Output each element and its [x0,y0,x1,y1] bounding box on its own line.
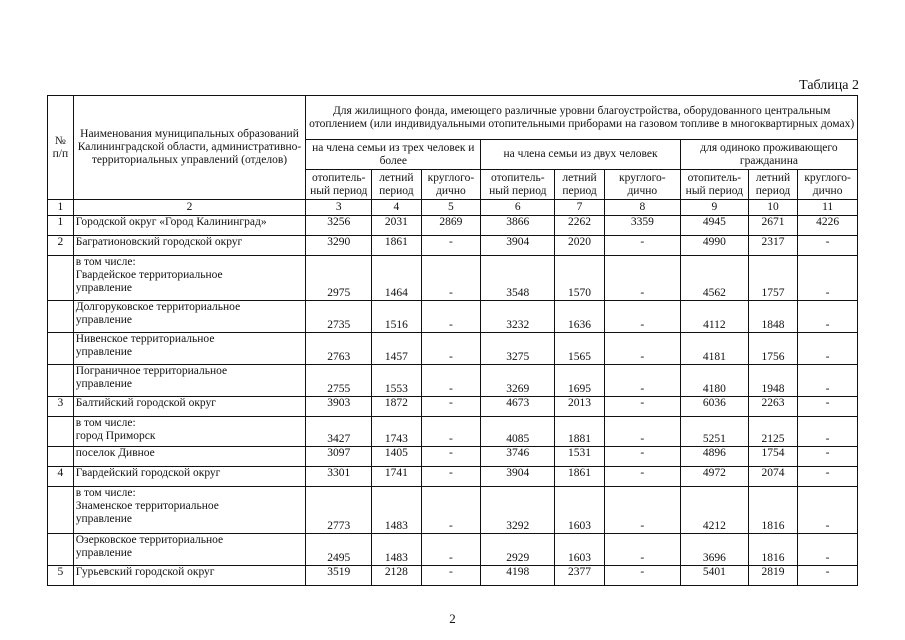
row-name-line: Знаменское территориальное [75,499,219,512]
row-name [73,487,306,534]
row-name [73,216,306,236]
cell-value: 3292 [481,487,555,534]
cell-value: 1848 [748,301,797,333]
header-sub-three: на члена семьи из трех человек и более [306,140,481,170]
cell-value: 1553 [372,365,421,397]
cell-value: 4226 [798,216,858,236]
cell-value: 4085 [481,417,555,447]
page-number: 2 [449,611,456,626]
row-index [48,301,74,333]
table-row [48,447,858,467]
cell-value: 4212 [680,487,748,534]
cell-value: 1743 [372,417,421,447]
row-index: 5 [48,566,74,586]
cell-value: 4181 [680,333,748,365]
cell-value: - [798,397,858,417]
cell-value: 2031 [372,216,421,236]
cell-value: 1861 [372,236,421,256]
table-row [48,333,858,365]
header-heat-period: отопитель-ный период [481,170,555,200]
cell-value: 2735 [306,301,372,333]
row-name [73,534,306,566]
cell-value: 2128 [372,566,421,586]
row-index [48,333,74,365]
cell-value: 3866 [481,216,555,236]
column-number: 2 [73,200,306,216]
cell-value: - [798,256,858,301]
tariff-table [47,95,858,586]
cell-value: 1603 [555,487,604,534]
row-name-line: в том числе: [75,487,136,499]
cell-value: 1636 [555,301,604,333]
cell-value: 1457 [372,333,421,365]
header-name: Наименования муниципальных образований Калининградской области, административно-территориальных управлений (отделов) [73,96,306,200]
header-year-round: круглого-дично [604,170,680,200]
row-name-line: управление [75,281,133,294]
row-name-line: в том числе: [75,417,136,429]
header-heat-period: отопитель-ный период [306,170,372,200]
row-name-line: поселок Дивное [75,447,155,459]
row-name [73,333,306,365]
cell-value: 1695 [555,365,604,397]
cell-value: 1816 [748,534,797,566]
row-name-line: управление [75,512,133,525]
row-index [48,256,74,301]
row-name-line: в том числе: [75,256,136,268]
column-number: 1 [48,200,74,216]
cell-value: 2020 [555,236,604,256]
cell-value: 3290 [306,236,372,256]
cell-value: 4673 [481,397,555,417]
cell-value: 4198 [481,566,555,586]
cell-value: - [421,467,481,487]
row-index [48,487,74,534]
row-name-line: Городской округ «Город Калининград» [75,216,267,228]
cell-value: 1405 [372,447,421,467]
column-number: 6 [481,200,555,216]
header-year-round: круглого-дично [798,170,858,200]
cell-value: 2317 [748,236,797,256]
cell-value: 3269 [481,365,555,397]
cell-value: 3903 [306,397,372,417]
cell-value: 3097 [306,447,372,467]
row-name-line: Багратионовский городской округ [75,236,243,248]
cell-value: 1570 [555,256,604,301]
row-index: 2 [48,236,74,256]
cell-value: 2263 [748,397,797,417]
cell-value: 1603 [555,534,604,566]
cell-value: - [798,534,858,566]
header-year-round: круглого-дично [421,170,481,200]
cell-value: 2013 [555,397,604,417]
table-row [48,487,858,534]
cell-value: - [421,397,481,417]
cell-value: - [604,417,680,447]
row-name [73,397,306,417]
cell-value: 2074 [748,467,797,487]
cell-value: - [798,487,858,534]
table-row [48,256,858,301]
cell-value: 1483 [372,534,421,566]
row-name-line: управление [75,546,133,559]
table-row [48,301,858,333]
row-name-line: Озерковское территориальное [75,534,224,546]
cell-value: 3301 [306,467,372,487]
row-index [48,534,74,566]
row-index [48,365,74,397]
cell-value: - [798,236,858,256]
cell-value: 1741 [372,467,421,487]
cell-value: 1531 [555,447,604,467]
row-name-line: Нивенское территориальное [75,333,215,345]
row-index: 3 [48,397,74,417]
column-number: 9 [680,200,748,216]
cell-value: 1483 [372,487,421,534]
cell-value: 2262 [555,216,604,236]
table-caption: Таблица 2 [799,78,859,93]
header-sub-two: на члена семьи из двух человек [481,140,681,170]
cell-value: - [604,301,680,333]
row-name-line: Долгоруковское территориальное [75,301,241,313]
cell-value: 2819 [748,566,797,586]
header-summer-period: летний период [555,170,604,200]
cell-value: 4112 [680,301,748,333]
table-row [48,417,858,447]
cell-value: 1565 [555,333,604,365]
cell-value: 1757 [748,256,797,301]
cell-value: 1948 [748,365,797,397]
row-index: 4 [48,467,74,487]
cell-value: 4972 [680,467,748,487]
header-heat-period: отопитель-ный период [680,170,748,200]
cell-value: - [421,417,481,447]
column-number: 10 [748,200,797,216]
row-name [73,236,306,256]
cell-value: 1756 [748,333,797,365]
row-name-line: управление [75,345,133,358]
header-group: Для жилищного фонда, имеющего различные уровни благоустройства, оборудованного центральным отоплением (или индивидуальными отопительными приборами на газовом топливе в многоквартирных домах) [306,96,858,140]
cell-value: - [604,236,680,256]
cell-value: 6036 [680,397,748,417]
row-name-line: Гурьевский городской округ [75,566,215,578]
cell-value: 4896 [680,447,748,467]
cell-value: - [421,301,481,333]
cell-value: - [604,256,680,301]
cell-value: 2763 [306,333,372,365]
cell-value: 1861 [555,467,604,487]
cell-value: - [604,534,680,566]
cell-value: 3519 [306,566,372,586]
row-name [73,566,306,586]
table-row [48,566,858,586]
column-number: 4 [372,200,421,216]
column-numbers-row [48,200,858,216]
cell-value: 3746 [481,447,555,467]
cell-value: 2671 [748,216,797,236]
cell-value: - [798,566,858,586]
row-name [73,417,306,447]
cell-value: 1516 [372,301,421,333]
row-name-line: Пограничное территориальное [75,365,228,377]
cell-value: 2495 [306,534,372,566]
cell-value: 3275 [481,333,555,365]
cell-value: - [421,566,481,586]
cell-value: - [798,301,858,333]
cell-value: 2975 [306,256,372,301]
cell-value: - [421,333,481,365]
cell-value: - [421,534,481,566]
cell-value: 3904 [481,467,555,487]
cell-value: 3232 [481,301,555,333]
header-summer-period: летний период [748,170,797,200]
cell-value: 4562 [680,256,748,301]
cell-value: 4945 [680,216,748,236]
cell-value: 1881 [555,417,604,447]
row-index [48,417,74,447]
row-index: 1 [48,216,74,236]
cell-value: 3359 [604,216,680,236]
cell-value: - [604,487,680,534]
cell-value: 4180 [680,365,748,397]
cell-value: 2755 [306,365,372,397]
cell-value: - [798,365,858,397]
table-row [48,236,858,256]
row-name [73,365,306,397]
cell-value: 1816 [748,487,797,534]
row-name-line: Гвардейское территориальное [75,268,223,281]
column-number: 8 [604,200,680,216]
cell-value: - [798,447,858,467]
row-name [73,447,306,467]
cell-value: - [604,333,680,365]
cell-value: 5251 [680,417,748,447]
table-row [48,467,858,487]
cell-value: - [604,365,680,397]
cell-value: - [421,447,481,467]
cell-value: 2773 [306,487,372,534]
table-row [48,216,858,236]
column-number: 3 [306,200,372,216]
cell-value: - [421,256,481,301]
cell-value: - [798,333,858,365]
cell-value: 2929 [481,534,555,566]
table-row [48,534,858,566]
row-name-line: управление [75,377,133,390]
cell-value: 2869 [421,216,481,236]
row-name-line: Гвардейский городской округ [75,467,221,479]
row-name [73,467,306,487]
cell-value: - [798,467,858,487]
header-sub-single: для одиноко проживающего гражданина [680,140,857,170]
cell-value: - [421,487,481,534]
row-name [73,301,306,333]
header-num: № п/п [48,96,74,200]
cell-value: - [421,365,481,397]
cell-value: - [604,566,680,586]
cell-value: 2125 [748,417,797,447]
cell-value: - [604,447,680,467]
cell-value: 3427 [306,417,372,447]
cell-value: - [798,417,858,447]
cell-value: 1464 [372,256,421,301]
column-number: 5 [421,200,481,216]
header-summer-period: летний период [372,170,421,200]
row-name-line: город Приморск [75,429,156,442]
cell-value: 1754 [748,447,797,467]
table-row [48,365,858,397]
cell-value: 5401 [680,566,748,586]
cell-value: - [421,236,481,256]
cell-value: 3696 [680,534,748,566]
row-name-line: управление [75,313,133,326]
row-name [73,256,306,301]
cell-value: 3548 [481,256,555,301]
cell-value: 4990 [680,236,748,256]
cell-value: - [604,467,680,487]
column-number: 11 [798,200,858,216]
cell-value: 3904 [481,236,555,256]
cell-value: 3256 [306,216,372,236]
row-index [48,447,74,467]
cell-value: 2377 [555,566,604,586]
cell-value: - [604,397,680,417]
table-row [48,397,858,417]
cell-value: 1872 [372,397,421,417]
column-number: 7 [555,200,604,216]
row-name-line: Балтийский городской округ [75,397,216,409]
